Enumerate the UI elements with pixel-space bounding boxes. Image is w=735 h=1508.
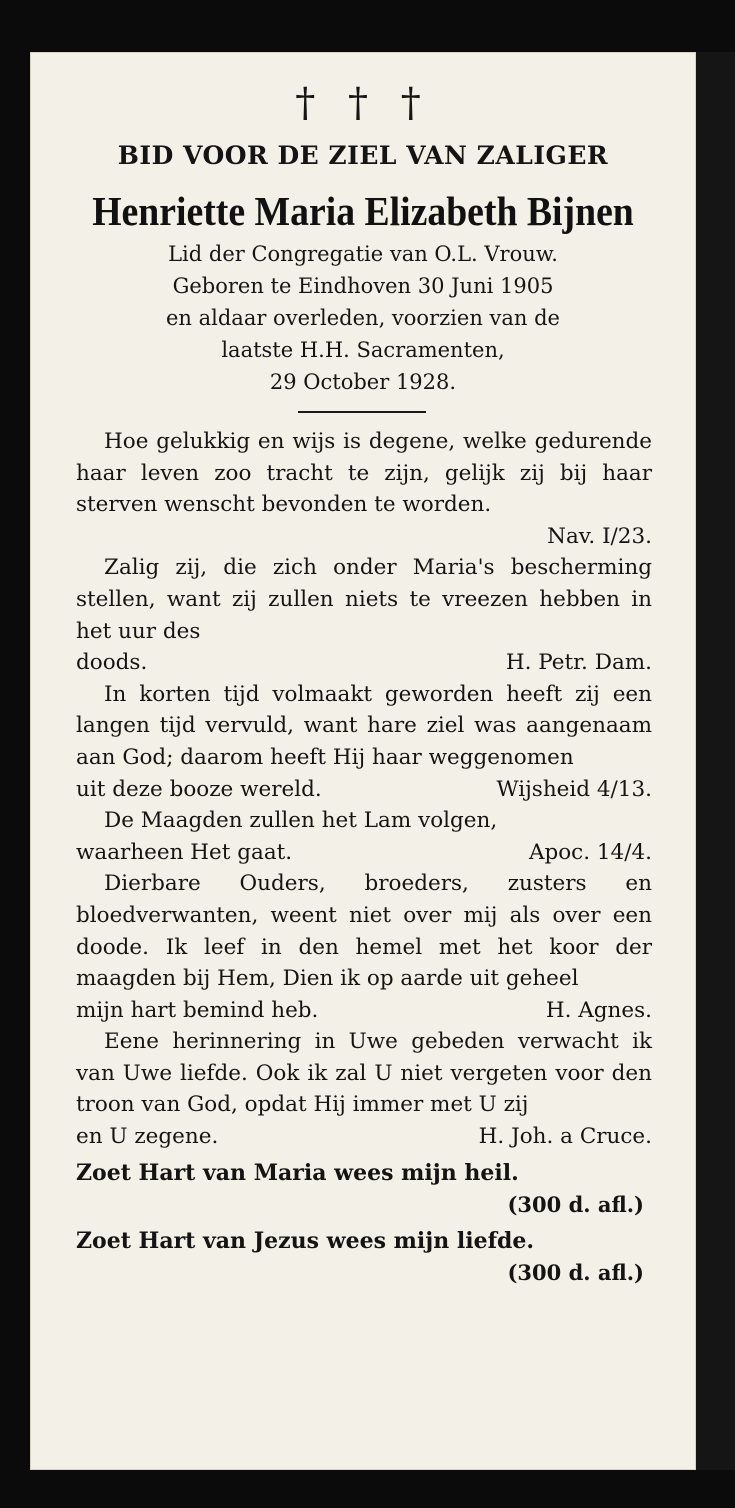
passage — [76, 426, 652, 552]
biographical-details — [74, 238, 652, 398]
devotional-text — [76, 426, 652, 1289]
prayer-line: Zoet Hart van Maria wees mijn heil. — [76, 1159, 519, 1186]
passage-citation: H. Petr. Dam. — [505, 650, 652, 676]
passage-citation: Nav. I/23. — [547, 523, 652, 549]
passage-tail: en U zegene. — [76, 1124, 219, 1150]
passage-tail: uit deze booze wereld. — [76, 776, 322, 802]
passage — [76, 1026, 652, 1152]
passage — [76, 679, 652, 805]
passage — [76, 805, 652, 868]
intro-line: Geboren te Eindhoven 30 Juni 1905 — [172, 274, 554, 298]
passage — [76, 552, 652, 678]
passage-tail: waarheen Het gaat. — [76, 839, 293, 865]
passage-text: Hoe gelukkig en wijs is degene, welke gedurende haar leven zoo tracht te zijn, gelijk zij bij haar sterven wenscht bevonden te worden. — [76, 429, 652, 518]
indulgence-note: (300 d. afl.) — [507, 1191, 644, 1217]
invocation-heading: BID VOOR DE ZIEL VAN ZALIGER — [117, 141, 609, 170]
intro-line: 29 October 1928. — [269, 370, 457, 394]
divider-rule — [298, 411, 426, 413]
passage-tail: mijn hart bemind heb. — [76, 997, 319, 1023]
passage-text: Dierbare Ouders, broeders, zusters en bloedverwanten, weent niet over mij als over een doode. Ik leef in den hemel met het koor der maagden bij Hem, Dien ik op aarde uit geheel — [76, 871, 652, 992]
passage-text: Zalig zij, die zich onder Maria's bescherming stellen, want zij zullen niets te vreezen hebben in het uur des — [76, 555, 652, 644]
passage-text: De Maagden zullen het Lam volgen, — [104, 808, 498, 834]
passage-tail: doods. — [76, 650, 148, 676]
card-shadow-edge — [696, 52, 735, 1470]
prayer-line: Zoet Hart van Jezus wees mijn liefde. — [76, 1227, 535, 1254]
passage-text: Eene herinnering in Uwe gebeden verwacht ik van Uwe liefde. Ook ik zal U niet vergeten voor den troon van God, opdat Hij immer met U zij — [76, 1029, 652, 1118]
intro-line: laatste H.H. Sacramenten, — [221, 338, 505, 362]
three-crosses-icon: † † † — [295, 80, 431, 126]
passage-citation: Apoc. 14/4. — [528, 839, 652, 865]
deceased-name: Henriette Maria Elizabeth Bijnen — [92, 188, 634, 234]
intro-line: Lid der Congregatie van O.L. Vrouw. — [168, 242, 558, 266]
passage-citation: H. Joh. a Cruce. — [478, 1124, 652, 1150]
passage-citation: Wijsheid 4/13. — [496, 776, 652, 802]
indulgence-note: (300 d. afl.) — [507, 1259, 644, 1285]
passage-citation: H. Agnes. — [545, 997, 652, 1023]
intro-line: en aldaar overleden, voorzien van de — [166, 306, 560, 330]
passage-text: In korten tijd volmaakt geworden heeft zij een langen tijd vervuld, want hare ziel was aangenaam aan God; daarom heeft Hij haar weggenomen — [76, 681, 652, 770]
memorial-card — [30, 52, 696, 1470]
passage — [76, 868, 652, 1026]
